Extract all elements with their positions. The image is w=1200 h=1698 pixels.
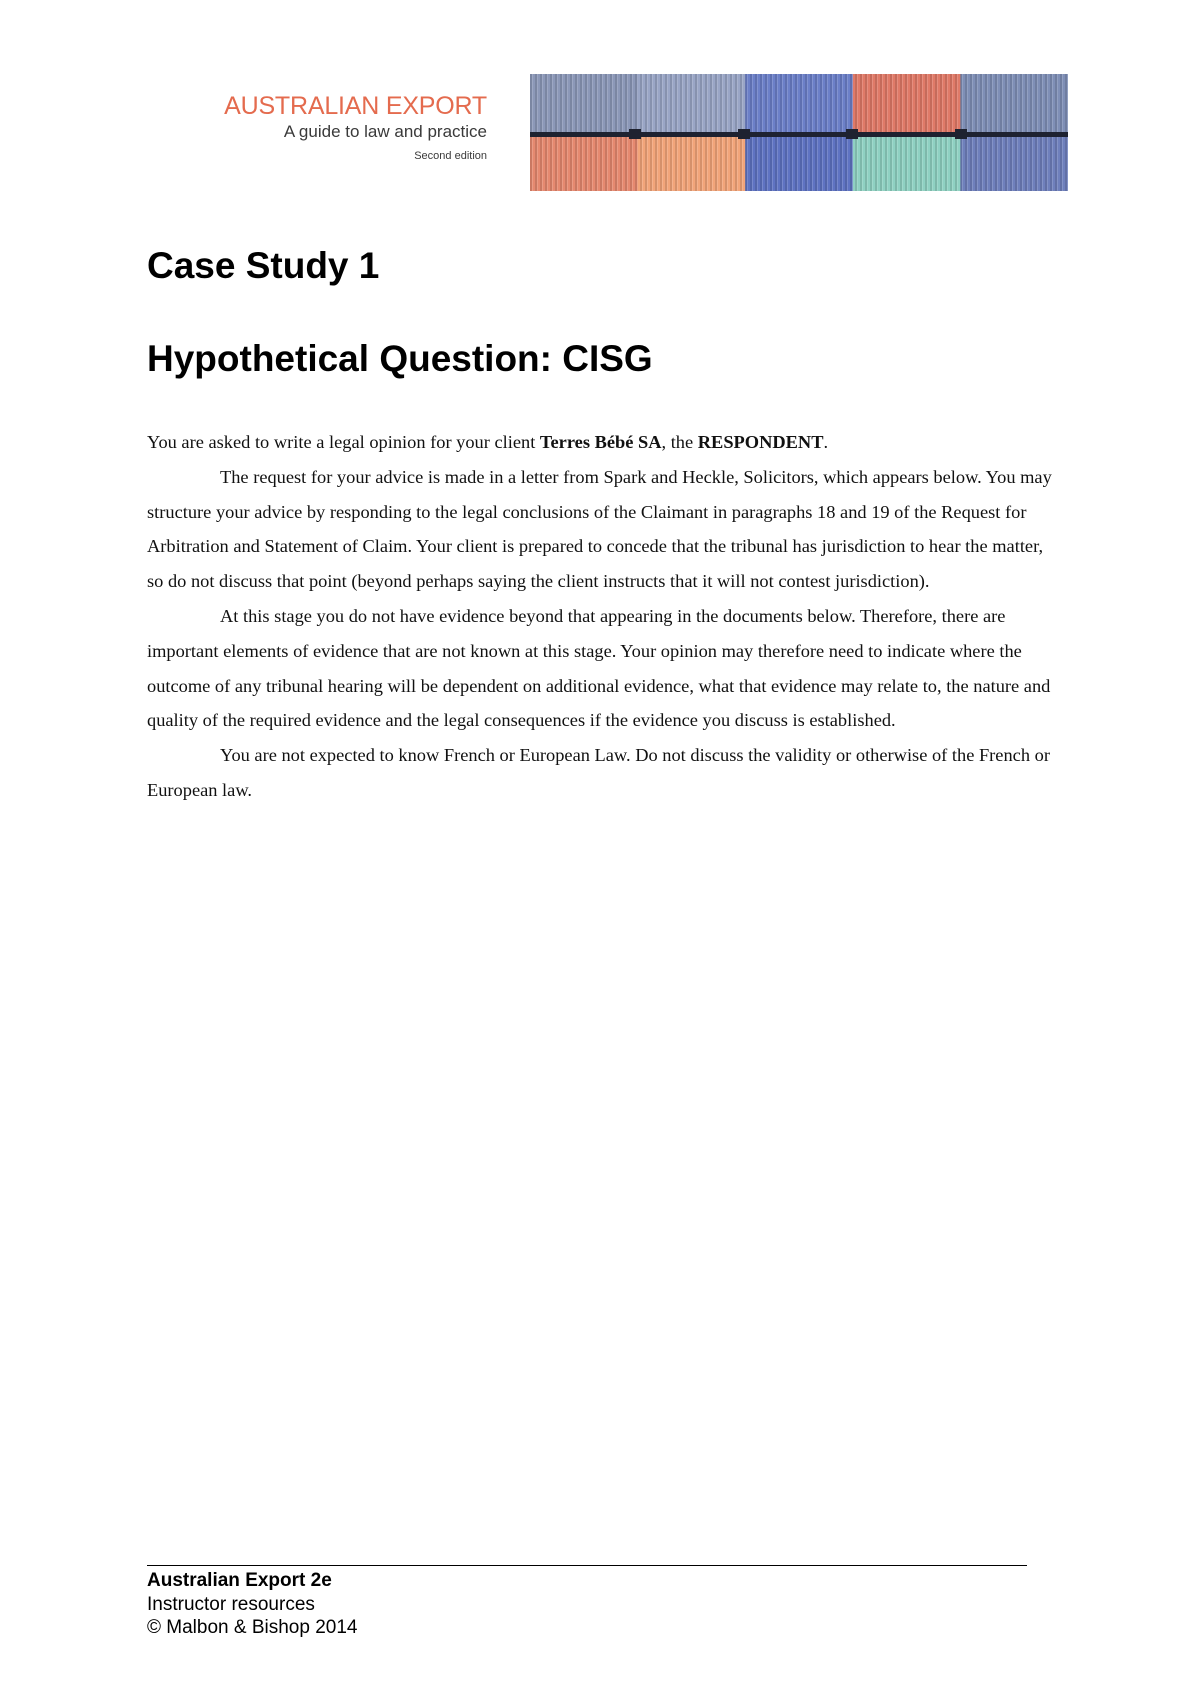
footer-divider: [147, 1565, 1027, 1566]
page-title: Case Study 1: [147, 245, 380, 286]
footer: [147, 1569, 357, 1640]
container-banner-image: [530, 74, 1068, 191]
client-role: RESPONDENT: [697, 432, 824, 452]
brand-title: AUSTRALIAN EXPORT: [224, 92, 487, 120]
footer-book-title: Australian Export 2e: [147, 1570, 332, 1591]
brand-edition: Second edition: [414, 150, 487, 162]
page-subtitle: Hypothetical Question: CISG: [147, 338, 653, 379]
paragraph-4: You are not expected to know French or European Law. Do not discuss the validity or otherwise of the French or European law.: [147, 745, 1050, 800]
paragraph-3: At this stage you do not have evidence beyond that appearing in the documents below. Therefore, there are important elements of evidence that are not known at this stage. Your opinion may therefore need to indicate where the outcome of any tribunal hearing will be dependent on additional evidence, what that evidence may relate to, the nature and quality of the required evidence and the legal consequences if the evidence you discuss is established.: [147, 605, 1051, 731]
brand-subtitle: A guide to law and practice: [283, 122, 487, 141]
client-name: Terres Bébé SA: [539, 432, 662, 452]
brand-block: [197, 92, 487, 164]
paragraph-2: The request for your advice is made in a letter from Spark and Heckle, Solicitors, which appears below. You may structure your advice by responding to the legal conclusions of the Claimant in paragraphs 18 and 19 of the Request for Arbitration and Statement of Claim. Your client is prepared to concede that the tribunal has jurisdiction to hear the matter, so do not discuss that point (beyond perhaps saying the client instructs that it will not contest jurisdiction).: [147, 466, 1052, 592]
paragraph-1: You are asked to write a legal opinion for your client Terres Bébé SA, the RESPONDENT.: [147, 432, 829, 452]
footer-copyright: © Malbon & Bishop 2014: [147, 1617, 358, 1638]
body-text: [147, 425, 1063, 808]
footer-resources: Instructor resources: [147, 1593, 315, 1615]
